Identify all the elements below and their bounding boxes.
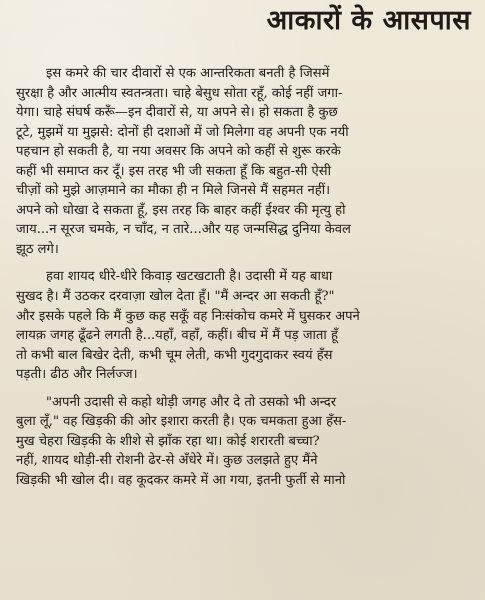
- text-line: हवा शायद धीरे-धीरे किवाड़ खटखटाती है। उदासी में यह बाधा: [46, 269, 333, 285]
- text-line: अपने को धोखा दे सकता हूँ, इस तरह कि बाहर कहीं ईश्वर की मृत्यु हो: [16, 202, 346, 218]
- text-line: जाय...न सूरज चमके, न चाँद, न तारे...और यह जन्मसिद्ध दुनिया केवल: [16, 222, 351, 238]
- text-line: इस कमरे की चार दीवारों से एक आन्तरिकता बनती है जिसमें: [46, 66, 330, 81]
- text-line: खिड़की भी खोल दी। वह कूदकर कमरे में आ गया, इतनी फुर्ती से मानो: [16, 472, 346, 488]
- text-line: लायक़ जगह ढूँढने लगती है...यहाँ, वहाँ, कहीं। बीच में मैं पड़ जाता हूँ: [16, 328, 338, 344]
- page-title: आकारों के आसपास: [266, 5, 471, 36]
- paragraph-3: [16, 393, 474, 491]
- text-line: सुरक्षा है और आत्मीय स्वतन्त्रता। चाहे बेसुध सोता रहूँ, कोई नहीं जगा-: [16, 85, 343, 101]
- paragraph-1: [16, 64, 474, 259]
- text-line: पहचान हो सकती है, या नया अवसर कि अपने को कहीं से शुरू करके: [16, 144, 341, 160]
- paragraph-2: [16, 267, 474, 384]
- text-line: मुख चेहरा खिड़की के शीशे से झाँक रहा था। कोई शरारती बच्चा?: [16, 433, 320, 449]
- text-line: चीज़ों को मुझे आज़माने का मौका ही न मिले जिनसे मैं सहमत नहीं।: [16, 183, 331, 199]
- text-line: कहीं भी समाप्त कर दूँ। इस तरह भी जी सकता हूँ कि बहुत-सी ऐसी: [16, 163, 331, 179]
- text-line: तो कभी बाल बिखेर देती, कभी चूम लेती, कभी गुदगुदाकर स्वयं हँस: [16, 347, 333, 363]
- text-line: नहीं, शायद थोड़ी-सी रोशनी ढेर-से अँधेरे में। कुछ उलझते हुए मैंने: [16, 453, 318, 469]
- text-line: "अपनी उदासी से कहो थोड़ी जगह और दे तो उसको भी अन्दर: [46, 394, 337, 410]
- text-line: बुला लूँ," वह खिड़की की ओर इशारा करती है। एक चमकता हुआ हँस-: [16, 414, 347, 430]
- text-line: टूटे, मुझमें या मुझसे: दोनों ही दशाओं में जो मिलेगा वह अपनी एक नयी: [16, 124, 349, 140]
- text-line: सुखद है। मैं उठकर दरवाज़ा खोल देता हूँ। "मैं अन्दर आ सकती हूँ?": [16, 289, 335, 305]
- text-line: और इसके पहले कि मैं कुछ कह सकूँ वह निःसंकोच कमरे में घुसकर अपने: [16, 308, 360, 324]
- page-body: [16, 64, 474, 490]
- text-line: पड़ती। ढीठ और निर्लज्ज।: [16, 367, 138, 383]
- text-line: झूठ लगे।: [16, 241, 59, 257]
- text-line: येगा। चाहे संघर्ष करूँ—इन दीवारों से, या अपने से। हो सकता है कुछ: [16, 105, 338, 121]
